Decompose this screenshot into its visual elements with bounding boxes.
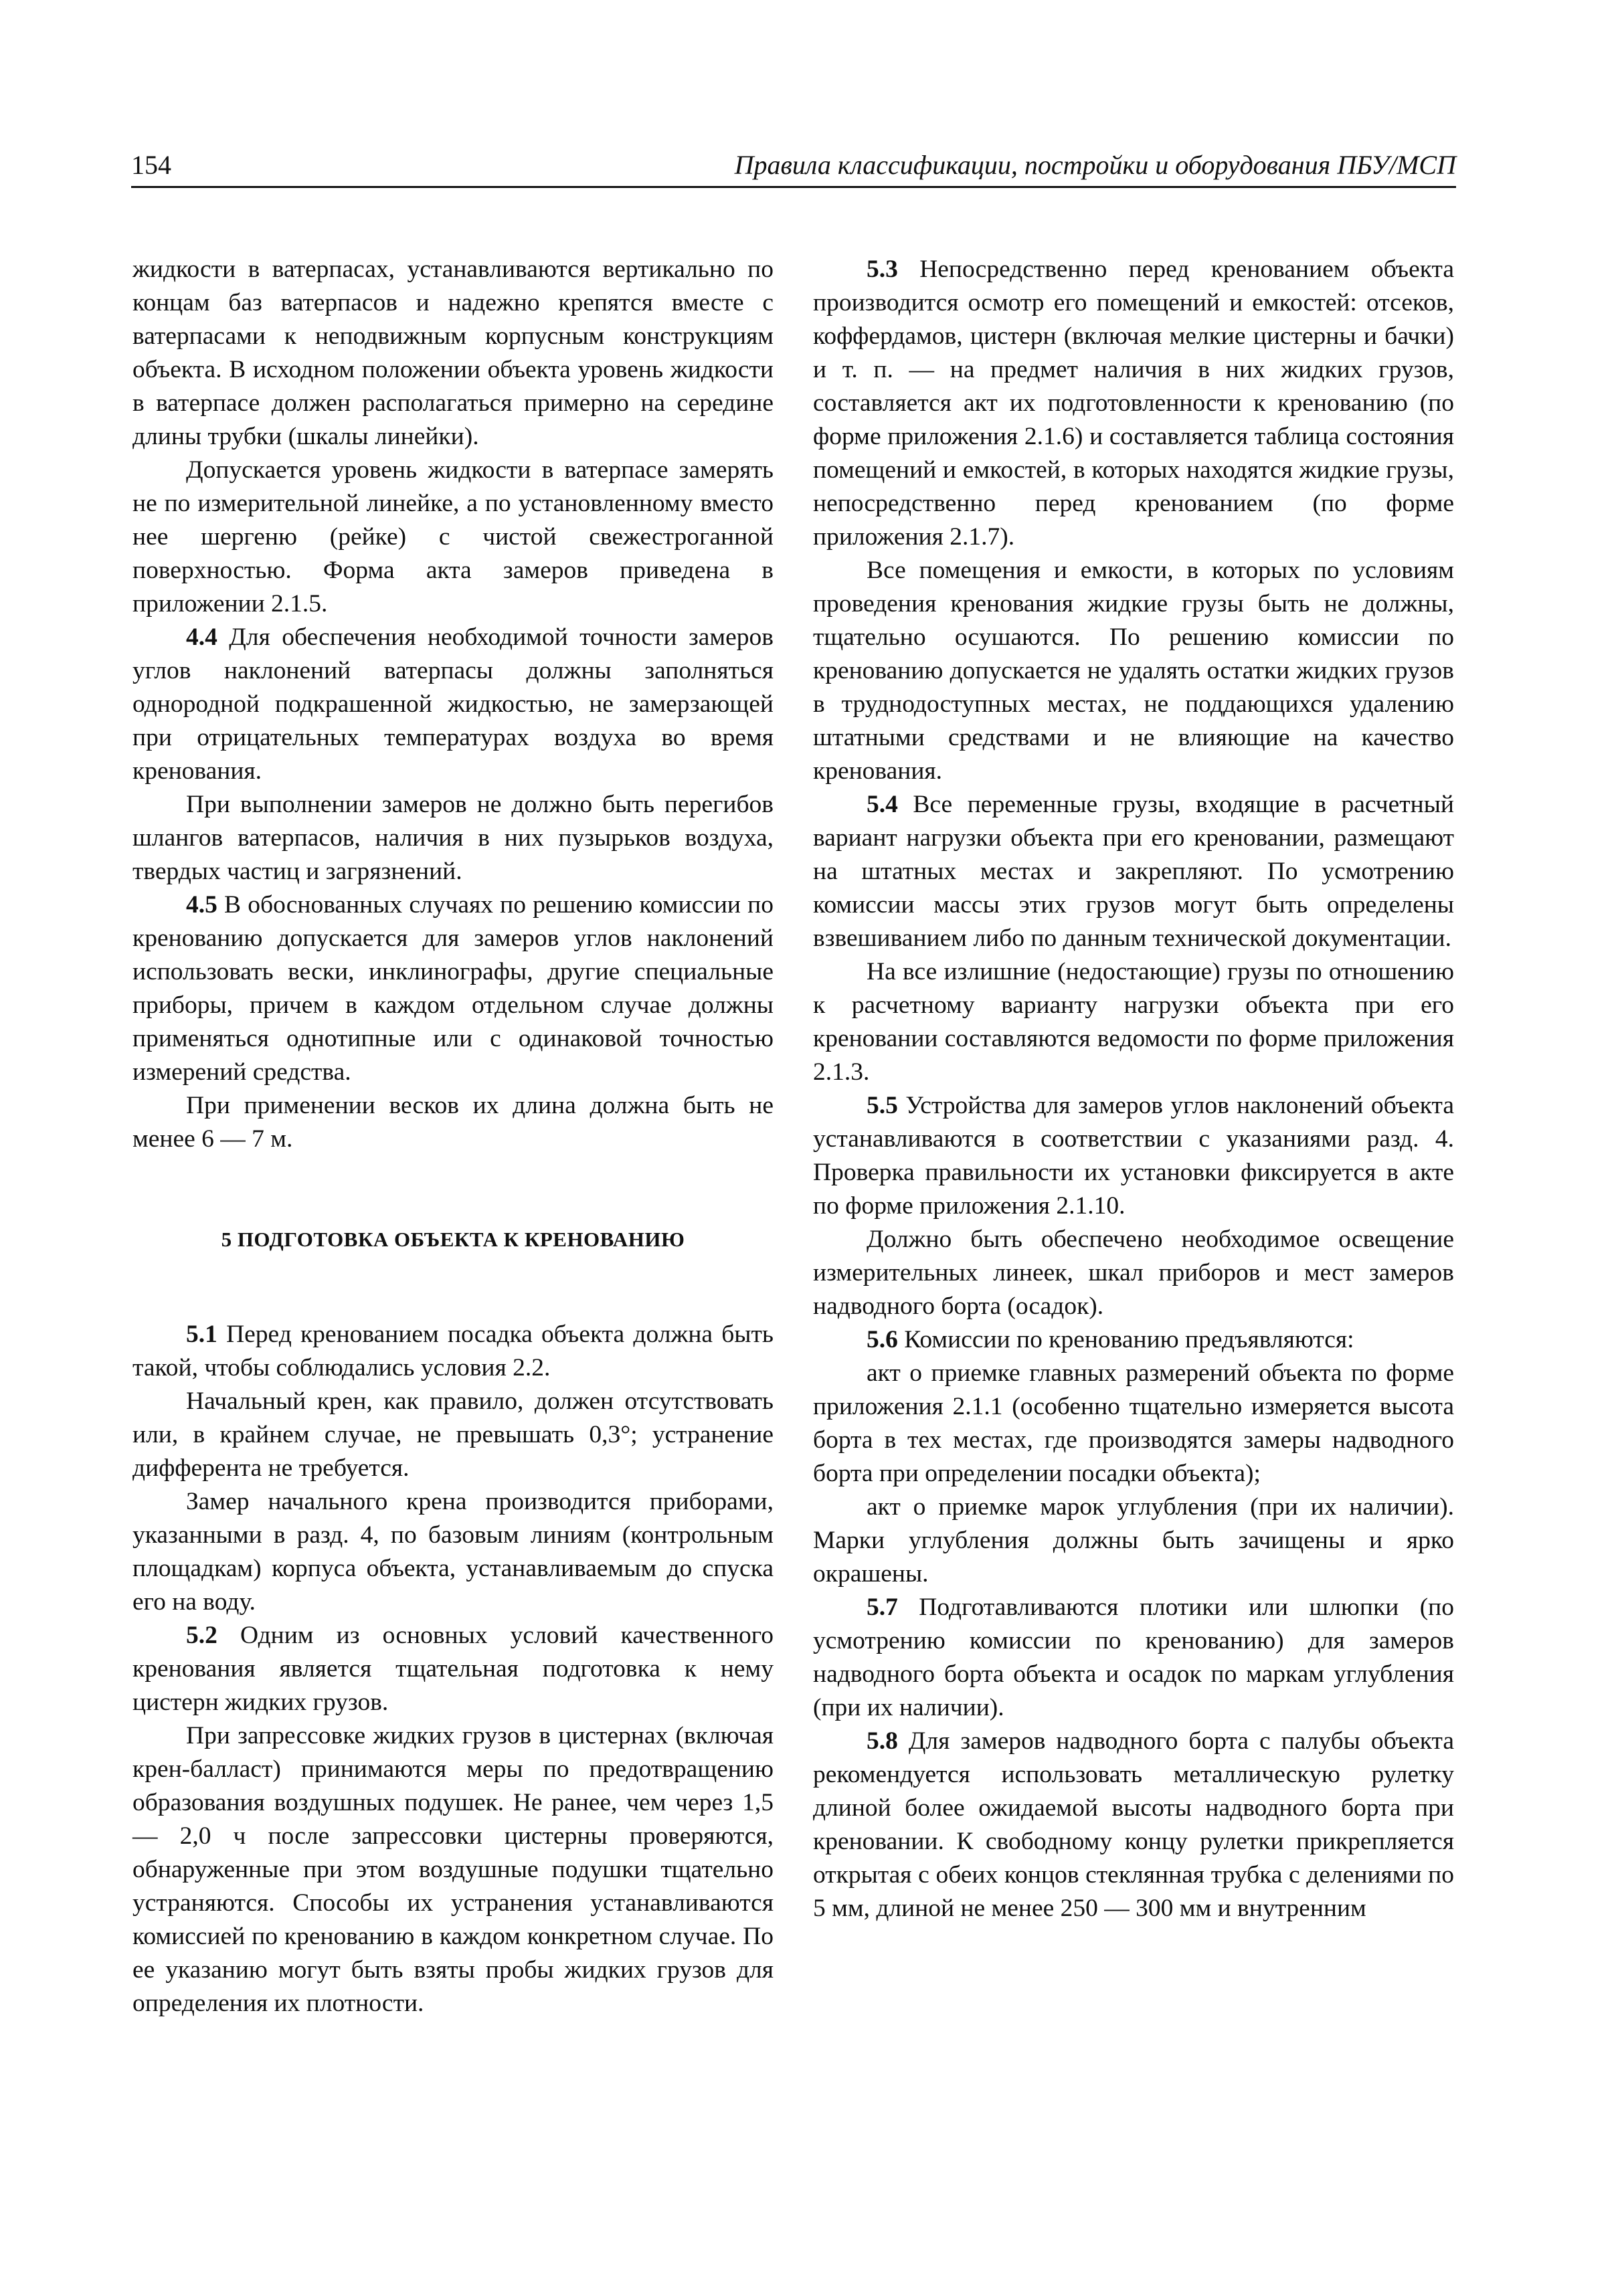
paragraph: 5.5 Устройства для замеров углов наклонений объекта устанавливаются в соответствии с указаниями разд. 4. Проверка правильности их установки фиксируется в акте по форме приложения 2.1.10. — [813, 1092, 1454, 1220]
paragraph: 4.4 Для обеспечения необходимой точности замеров углов наклонений ватерпасы должны заполняться однородной подкрашенной жидкостью, не замерзающей при отрицательных температурах воздуха во время кренования. — [132, 624, 774, 785]
paragraph: На все излишние (недостающие) грузы по отношению к расчетному варианту нагрузки объекта при его креновании составляются ведомости по форме приложения 2.1.3. — [813, 958, 1454, 1086]
paragraph: 5.6 Комиссии по кренованию предъявляются: — [867, 1326, 1354, 1353]
clause-number: 5.7 — [867, 1594, 898, 1621]
paragraph: При выполнении замеров не должно быть перегибов шлангов ватерпасов, наличия в них пузырьков воздуха, твердых частиц и загрязнений. — [132, 791, 774, 885]
section-heading: 5 ПОДГОТОВКА ОБЪЕКТА К КРЕНОВАНИЮ — [221, 1228, 685, 1251]
page-header — [131, 149, 1456, 188]
paragraph: 5.4 Все переменные грузы, входящие в расчетный вариант нагрузки объекта при его креновании, размещают на штатных местах и закрепляют. По усмотрению комиссии массы этих грузов могут быть определены взвешиванием либо по данным технической документации. — [813, 791, 1454, 952]
page-number: 154 — [131, 150, 171, 180]
paragraph: 5.8 Для замеров надводного борта с палубы объекта рекомендуется использовать металлическую рулетку длиной более ожидаемой высоты надводного борта при креновании. К свободному концу рулетки прикрепляется открытая с обеих концов стеклянная трубка с делениями по 5 мм, длиной не менее 250 — 300 мм и внутренним — [813, 1727, 1454, 1922]
paragraph: Допускается уровень жидкости в ватерпасе замерять не по измерительной линейке, а по установленному вместо нее шергеню (рейке) с чистой свежестроганной поверхностью. Форма акта замеров приведена в приложении 2.1.5. — [132, 456, 774, 617]
clause-number: 4.5 — [186, 891, 217, 919]
paragraph: Все помещения и емкости, в которых по условиям проведения кренования жидкие грузы быть не должны, тщательно осушаются. По решению комиссии по кренованию допускается не удалять остатки жидких грузов в труднодоступных местах, не поддающихся удалению штатными средствами и не влияющие на качество кренования. — [813, 557, 1454, 785]
clause-number: 5.8 — [867, 1727, 898, 1755]
paragraph: Начальный крен, как правило, должен отсутствовать или, в крайнем случае, не превышать 0,3°; устранение дифферента не требуется. — [132, 1388, 774, 1482]
paragraph: При применении весков их длина должна быть не менее 6 — 7 м. — [132, 1092, 774, 1153]
clause-number: 4.4 — [186, 624, 217, 651]
paragraph: Должно быть обеспечено необходимое освещение измерительных линеек, шкал приборов и мест замеров надводного борта (осадок). — [813, 1226, 1454, 1320]
clause-number: 5.2 — [186, 1622, 217, 1649]
clause-number: 5.4 — [867, 791, 898, 818]
paragraph: 5.3 Непосредственно перед кренованием объекта производится осмотр его помещений и емкостей: отсеков, коффердамов, цистерн (включая мелкие цистерны и бачки) и т. п. — на предмет наличия в них жидких грузов, составляется акт их подготовленности к кренованию (по форме приложения 2.1.6) и составляется таблица состояния помещений и емкостей, в которых находятся жидкие грузы, непосредственно перед кренованием (по форме приложения 2.1.7). — [813, 256, 1454, 551]
clause-number: 5.3 — [867, 256, 898, 283]
running-title: Правила классификации, постройки и оборудования ПБУ/МСП — [734, 150, 1456, 180]
paragraph: 4.5 В обоснованных случаях по решению комиссии по кренованию допускается для замеров углов наклонений использовать вески, инклинографы, другие специальные приборы, причем в каждом отдельном случае должны применяться однотипные или с одинаковой точностью измерений средства. — [132, 891, 774, 1086]
paragraph: 5.7 Подготавливаются плотики или шлюпки (по усмотрению комиссии по кренованию) для замеров надводного борта объекта и осадок по маркам углубления (при их наличии). — [813, 1594, 1454, 1721]
right-column — [813, 253, 1454, 1925]
clause-number: 5.6 — [867, 1326, 898, 1353]
paragraph: 5.2 Одним из основных условий качественного кренования является тщательная подготовка к нему цистерн жидких грузов. — [132, 1622, 774, 1716]
clause-number: 5.5 — [867, 1092, 898, 1119]
left-column — [132, 253, 774, 2020]
paragraph: Замер начального крена производится приборами, указанными в разд. 4, по базовым линиям (контрольным площадкам) корпуса объекта, устанавливаемым до спуска его на воду. — [132, 1488, 774, 1616]
paragraph: 5.1 Перед кренованием посадка объекта должна быть такой, чтобы соблюдались условия 2.2. — [132, 1321, 774, 1381]
paragraph: акт о приемке марок углубления (при их наличии). Марки углубления должны быть зачищены и ярко окрашены. — [813, 1493, 1454, 1588]
paragraph: жидкости в ватерпасах, устанавливаются вертикально по концам баз ватерпасов и надежно крепятся вместе с ватерпасами к неподвижным корпусным конструкциям объекта. В исходном положении объекта уровень жидкости в ватерпасе должен располагаться примерно на середине длины трубки (шкалы линейки). — [132, 256, 774, 450]
paragraph: акт о приемке главных размерений объекта по форме приложения 2.1.1 (особенно тщательно измеряется высота борта в тех местах, где производятся замеры надводного борта при определении посадки объекта); — [813, 1359, 1454, 1487]
paragraph: При запрессовке жидких грузов в цистернах (включая крен-балласт) принимаются меры по предотвращению образования воздушных подушек. Не ранее, чем через 1,5 — 2,0 ч после запрессовки цистерны проверяются, обнаруженные при этом воздушные подушки тщательно устраняются. Способы их устранения устанавливаются комиссией по кренованию в каждом конкретном случае. По ее указанию могут быть взяты пробы жидких грузов для определения их плотности. — [132, 1722, 774, 2017]
clause-number: 5.1 — [186, 1321, 217, 1348]
